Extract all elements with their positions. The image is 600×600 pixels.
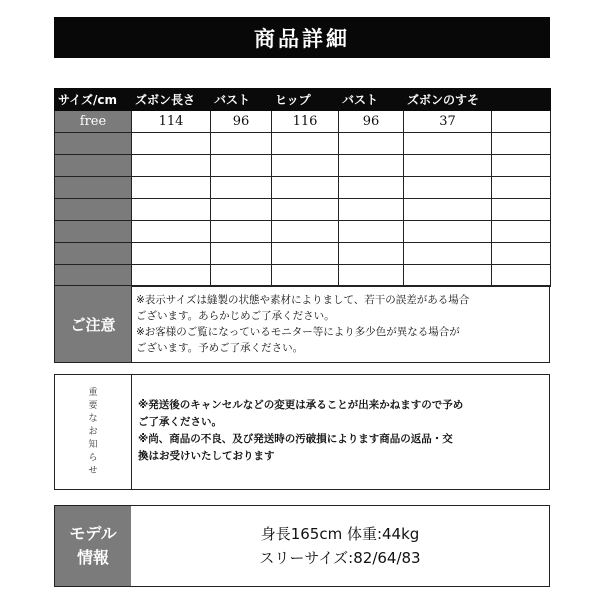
size-table-row <box>55 111 551 133</box>
size-table-cell <box>211 199 272 221</box>
size-table-header <box>55 89 551 111</box>
notice-label-char: お <box>88 426 98 437</box>
size-table-cell <box>211 243 272 265</box>
size-table-cell <box>132 177 211 199</box>
size-table <box>54 88 551 287</box>
size-table-cell <box>339 155 404 177</box>
size-table-row <box>55 199 551 221</box>
notes-section <box>54 285 550 363</box>
size-table-cell <box>272 243 339 265</box>
model-label-line: 情報 <box>76 548 109 567</box>
size-table-cell <box>492 111 551 133</box>
model-label-line: モデル <box>69 524 117 543</box>
size-table-row-label <box>55 265 132 287</box>
notes-text <box>132 286 549 362</box>
notes-line: ございます。あらかじめご了承ください。 <box>136 310 335 322</box>
size-table-header-cell: バスト <box>339 89 404 111</box>
size-table-cell <box>404 243 492 265</box>
size-table-cell: 114 <box>132 111 211 133</box>
size-table-cell <box>272 265 339 287</box>
size-table-row-label <box>55 133 132 155</box>
size-table-cell <box>211 265 272 287</box>
size-table-cell <box>492 243 551 265</box>
size-table-header-cell: ズボンのすそ <box>404 89 492 111</box>
notice-line: ※発送後のキャンセルなどの変更は承ることが出来かねますので予め <box>138 399 464 411</box>
size-table-cell: 96 <box>339 111 404 133</box>
notice-label-char: せ <box>88 465 98 476</box>
size-table-cell <box>132 221 211 243</box>
notes-line: ※お客様のご覧になっているモニター等により多少色が異なる場合が <box>136 326 460 338</box>
size-table-cell <box>339 265 404 287</box>
notice-text <box>132 375 549 489</box>
model-section <box>54 505 550 587</box>
size-table-cell <box>132 243 211 265</box>
notice-line: ※尚、商品の不良、及び発送時の汚破損によります商品の返品・交 <box>138 433 453 445</box>
size-table-cell <box>272 199 339 221</box>
size-table-cell <box>492 133 551 155</box>
size-table-cell <box>339 177 404 199</box>
model-text <box>131 506 549 586</box>
size-table-cell <box>404 199 492 221</box>
size-table-header-cell <box>492 89 551 111</box>
notice-label-char: な <box>88 413 98 424</box>
size-table-cell <box>211 177 272 199</box>
size-table-cell <box>492 177 551 199</box>
size-table-cell <box>272 155 339 177</box>
size-table-cell <box>404 265 492 287</box>
size-table-cell <box>339 199 404 221</box>
size-table-row <box>55 155 551 177</box>
size-table-cell <box>492 155 551 177</box>
size-table-header-cell: サイズ/cm <box>55 89 132 111</box>
size-table-cell: 37 <box>404 111 492 133</box>
size-table-cell <box>211 221 272 243</box>
size-table-row <box>55 221 551 243</box>
notice-label-char: 重 <box>88 387 98 398</box>
notice-label <box>55 375 132 489</box>
size-table-row <box>55 243 551 265</box>
model-measurements: スリーサイズ:82/64/83 <box>259 549 421 567</box>
size-table-cell <box>492 265 551 287</box>
size-table-row <box>55 177 551 199</box>
size-table-row-label <box>55 177 132 199</box>
size-table-cell <box>272 177 339 199</box>
notice-line: ご了承ください。 <box>138 416 222 428</box>
size-table-cell <box>492 199 551 221</box>
size-table-cell <box>492 221 551 243</box>
size-table-cell <box>404 177 492 199</box>
size-table-header-cell: ヒップ <box>272 89 339 111</box>
size-table-row <box>55 133 551 155</box>
size-table-row-label <box>55 155 132 177</box>
size-table-header-cell: ズボン長さ <box>132 89 211 111</box>
size-table-cell <box>272 133 339 155</box>
size-table-cell <box>404 133 492 155</box>
size-table-cell <box>132 199 211 221</box>
notice-label-char: 要 <box>88 400 98 411</box>
notes-line: ございます。予めご了承ください。 <box>136 342 304 354</box>
size-table-row-label <box>55 243 132 265</box>
size-table-row <box>55 265 551 287</box>
size-table-cell <box>132 133 211 155</box>
size-table-cell <box>132 265 211 287</box>
size-table-row-label <box>55 199 132 221</box>
notice-line: 換はお受けいたしております <box>138 450 275 462</box>
size-table-header-cell: バスト <box>211 89 272 111</box>
notice-section <box>54 374 550 490</box>
size-table-row-label: free <box>55 111 132 133</box>
size-table-cell <box>272 221 339 243</box>
size-table-cell: 116 <box>272 111 339 133</box>
size-table-cell <box>211 155 272 177</box>
notes-label: ご注意 <box>55 286 132 362</box>
notice-label-char: ら <box>88 452 98 463</box>
size-table-cell <box>404 155 492 177</box>
model-label <box>55 506 131 586</box>
page-title: 商品詳細 <box>54 17 550 58</box>
size-table-cell <box>339 243 404 265</box>
size-table-cell <box>132 155 211 177</box>
size-table-row-label <box>55 221 132 243</box>
model-stats: 身長165cm 体重:44kg <box>260 525 420 543</box>
size-table-cell <box>404 221 492 243</box>
notice-label-char: 知 <box>88 439 98 450</box>
size-table-cell <box>339 221 404 243</box>
size-table-cell <box>211 133 272 155</box>
size-table-cell <box>339 133 404 155</box>
notes-line: ※表示サイズは縫製の状態や素材によりまして、若干の誤差がある場合 <box>136 294 470 306</box>
size-table-cell: 96 <box>211 111 272 133</box>
